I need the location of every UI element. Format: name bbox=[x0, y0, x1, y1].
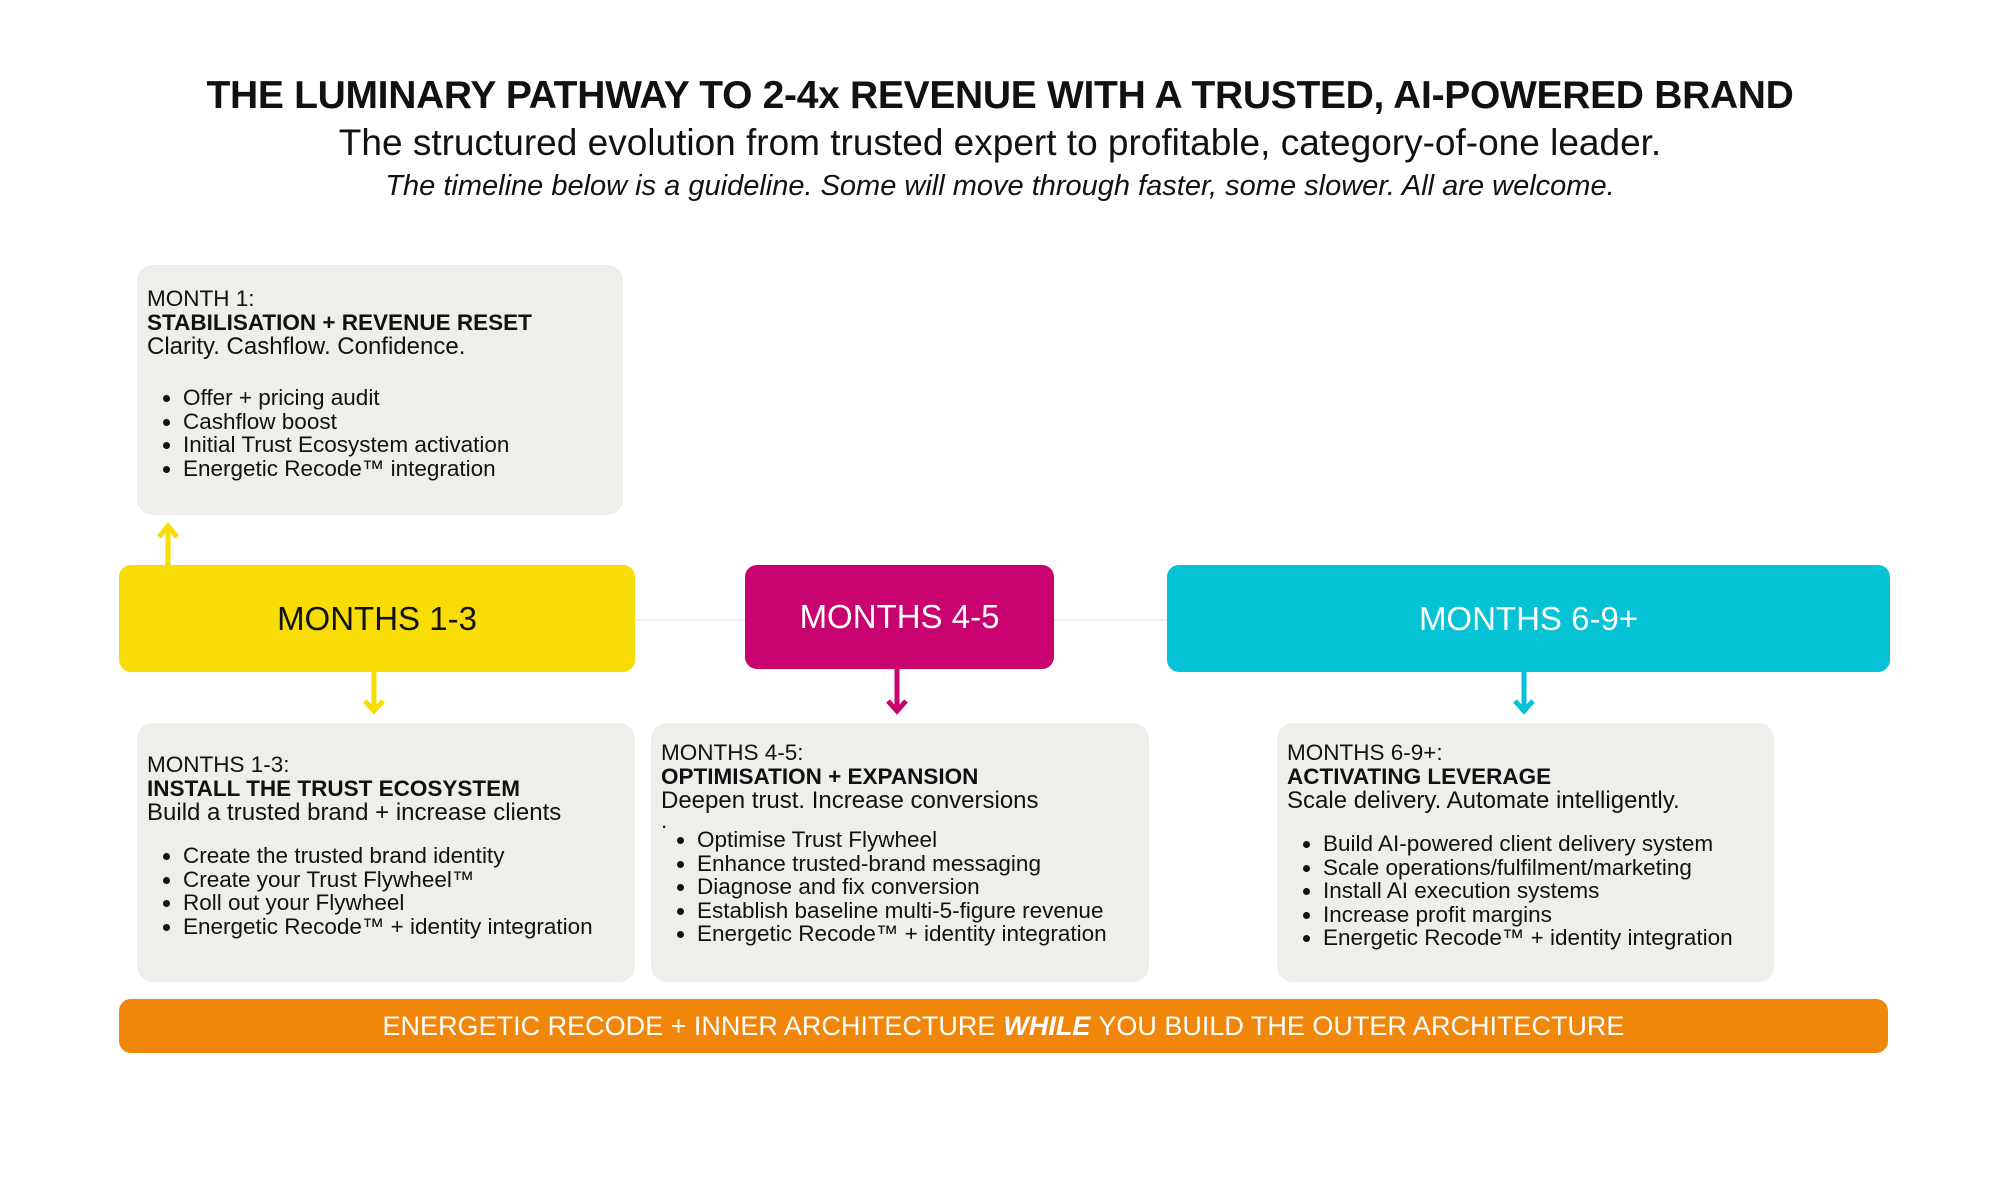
list-item: • Initial Trust Ecosystem activation bbox=[183, 433, 611, 457]
card-tagline: Deepen trust. Increase conversions bbox=[661, 787, 1039, 814]
card-heading: STABILISATION + REVENUE RESET bbox=[147, 309, 532, 335]
card-tagline: Scale delivery. Automate intelligently. bbox=[1287, 787, 1680, 814]
card-heading: ACTIVATING LEVERAGE bbox=[1287, 763, 1552, 789]
card-period: MONTHS 6-9+: bbox=[1287, 740, 1443, 765]
list-item: • Energetic Recode™ + identity integration bbox=[1323, 926, 1762, 950]
list-item: • Diagnose and fix conversion bbox=[697, 875, 1137, 899]
banner-emphasis: WHILE bbox=[1003, 1010, 1091, 1041]
banner-text: YOU BUILD THE OUTER ARCHITECTURE bbox=[1098, 1010, 1625, 1041]
list-item: • Scale operations/fulfilment/marketing bbox=[1323, 856, 1762, 880]
stray-dot: . bbox=[661, 808, 668, 833]
list-item: • Create your Trust Flywheel™ bbox=[183, 868, 623, 892]
card-tagline: Clarity. Cashflow. Confidence. bbox=[147, 333, 466, 360]
list-item: • Offer + pricing audit bbox=[183, 386, 611, 410]
phase-months-1-3 bbox=[119, 565, 635, 672]
card-period: MONTH 1: bbox=[147, 286, 255, 311]
list-item: • Cashflow boost bbox=[183, 410, 611, 434]
arrow-down-icon bbox=[365, 672, 383, 711]
banner-text: ENERGETIC RECODE + INNER ARCHITECTURE bbox=[382, 1010, 996, 1041]
phase-months-6-9 bbox=[1167, 565, 1890, 672]
card-period: MONTHS 1-3: bbox=[147, 752, 290, 777]
list-item: • Energetic Recode™ integration bbox=[183, 457, 611, 481]
list-item: • Optimise Trust Flywheel bbox=[697, 828, 1137, 852]
card-period: MONTHS 4-5: bbox=[661, 740, 804, 765]
arrow-down-icon bbox=[888, 669, 906, 711]
arrow-down-icon bbox=[1515, 672, 1533, 711]
card-months-1-3 bbox=[137, 723, 635, 982]
card-heading: OPTIMISATION + EXPANSION bbox=[661, 763, 979, 789]
list-item: • Install AI execution systems bbox=[1323, 879, 1762, 903]
page-subtitle: The structured evolution from trusted expert to profitable, category-of-one leader. bbox=[338, 122, 1662, 163]
list-item: • Establish baseline multi-5-figure revenue bbox=[697, 899, 1137, 923]
phase-label: MONTHS 4-5 bbox=[799, 598, 1000, 635]
card-heading: INSTALL THE TRUST ECOSYSTEM bbox=[147, 775, 520, 801]
card-months-6-9 bbox=[1277, 723, 1774, 982]
arrow-up-icon bbox=[159, 526, 177, 565]
list-item: • Energetic Recode™ + identity integration bbox=[697, 922, 1137, 946]
list-item: • Energetic Recode™ + identity integration bbox=[183, 915, 623, 939]
page-title: THE LUMINARY PATHWAY TO 2-4x REVENUE WITH A TRUSTED, AI-POWERED BRAND bbox=[206, 74, 1794, 117]
card-tagline: Build a trusted brand + increase clients bbox=[147, 799, 562, 826]
list-item: • Build AI-powered client delivery system bbox=[1323, 832, 1762, 856]
phase-label: MONTHS 1-3 bbox=[277, 599, 477, 637]
phase-label: MONTHS 6-9+ bbox=[1418, 599, 1639, 637]
card-months-4-5 bbox=[651, 723, 1149, 982]
list-item: • Increase profit margins bbox=[1323, 903, 1762, 927]
list-item: • Create the trusted brand identity bbox=[183, 844, 623, 868]
phase-months-4-5 bbox=[745, 565, 1054, 669]
list-item: • Roll out your Flywheel bbox=[183, 891, 623, 915]
foundation-banner bbox=[119, 999, 1888, 1053]
timeline-note: The timeline below is a guideline. Some will move through faster, some slower. All are welcome. bbox=[385, 170, 1615, 202]
list-item: • Enhance trusted-brand messaging bbox=[697, 852, 1137, 876]
